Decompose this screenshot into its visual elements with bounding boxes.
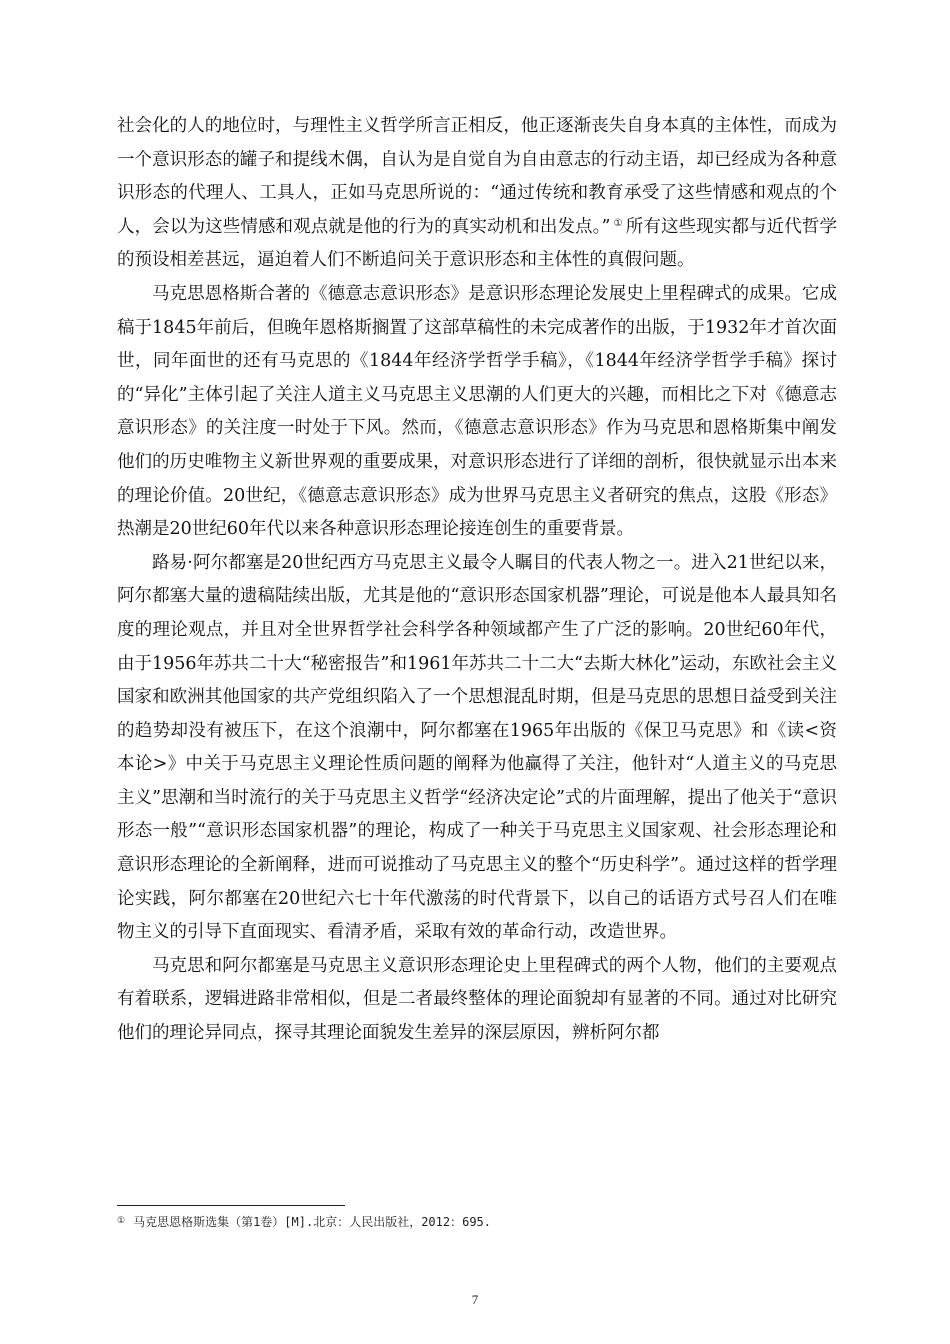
footnote-text: 马克思恩格斯选集（第1卷）[M].北京：人民出版社，2012：695. xyxy=(133,1215,492,1229)
page-number: 7 xyxy=(471,1292,479,1307)
paragraph-2: 马克思恩格斯合著的《德意志意识形态》是意识形态理论发展史上里程碑式的成果。它成稿于1845年前后，但晚年恩格斯搁置了这部草稿性的未完成著作的出版，于1932年才首次面世，同年面世的还有马克思的《1844年经济学哲学手稿》，《1844年经济学哲学手稿》探讨的“异化”主体引起了关注人道主义马克思主义思潮的人们更大的兴趣，而相比之下对《德意志意识形态》的关注度一时处于下风。然而，《德意志意识形态》作为马克思和恩格斯集中阐发他们的历史唯物主义新世界观的重要成果，对意识形态进行了详细的剖析，很快就显示出本来的理论价值。20世纪，《德意志意识形态》成为世界马克思主义者研究的焦点，这股《形态》热潮是20世纪60年代以来各种意识形态理论接连创生的重要背景。 xyxy=(117,283,837,540)
paragraph-1-text: 社会化的人的地位时，与理性主义哲学所言正相反，他正逐渐丧失自身本真的主体性，而成为一个意识形态的罐子和提线木偶，自认为是自觉自为自由意志的行动主语，却已经成为各种意识形态的代理人、工具人，正如马克思所说的：“通过传统和教育承受了这些情感和观点的个人，会以为这些情感和观点就是他的行为的真实动机和出发点。” xyxy=(117,116,837,237)
body-text xyxy=(117,110,837,1051)
footnote xyxy=(117,1213,837,1233)
paragraph-3: 路易·阿尔都塞是20世纪西方马克思主义最令人瞩目的代表人物之一。进入21世纪以来，阿尔都塞大量的遗稿陆续出版，尤其是他的“意识形态国家机器”理论，可说是他本人最具知名度的理论观点，并且对全世界哲学社会科学各种领域都产生了广泛的影响。20世纪60年代，由于1956年苏共二十大“秘密报告”和1961年苏共二十二大“去斯大林化”运动，东欧社会主义国家和欧洲其他国家的共产党组织陷入了一个思想混乱时期，但是马克思的思想日益受到关注的趋势却没有被压下，在这个浪潮中，阿尔都塞在1965年出版的《保卫马克思》和《读<资本论>》中关于马克思主义理论性质问题的阐释为他赢得了关注，他针对“人道主义的马克思主义”思潮和当时流行的关于马克思主义哲学“经济决定论”式的片面理解，提出了他关于“意识形态一般”“意识形态国家机器”的理论，构成了一种关于马克思主义国家观、社会形态理论和意识形态理论的全新阐释，进而可说推动了马克思主义的整个“历史科学”。通过这样的哲学理论实践，阿尔都塞在20世纪六七十年代激荡的时代背景下，以自己的话语方式号召人们在唯物主义的引导下直面现实、看清矛盾，采取有效的革命行动，改造世界。 xyxy=(117,552,837,943)
footnote-divider xyxy=(117,1205,345,1206)
footnote-mark: ① xyxy=(117,1216,126,1226)
footnote-reference[interactable]: ① xyxy=(613,217,623,229)
paragraph-1 xyxy=(117,110,837,278)
paragraph-1-text-continued: 所有这些现实都与近代哲学的预设相差甚远，逼迫着人们不断追问关于意识形态和主体性的真假问题。 xyxy=(117,216,837,271)
paragraph-4: 马克思和阿尔都塞是马克思主义意识形态理论史上里程碑式的两个人物，他们的主要观点有着联系，逻辑进路非常相似，但是二者最终整体的理论面貌却有显著的不同。通过对比研究他们的理论异同点，探寻其理论面貌发生差异的深层原因，辨析阿尔都 xyxy=(117,955,837,1044)
